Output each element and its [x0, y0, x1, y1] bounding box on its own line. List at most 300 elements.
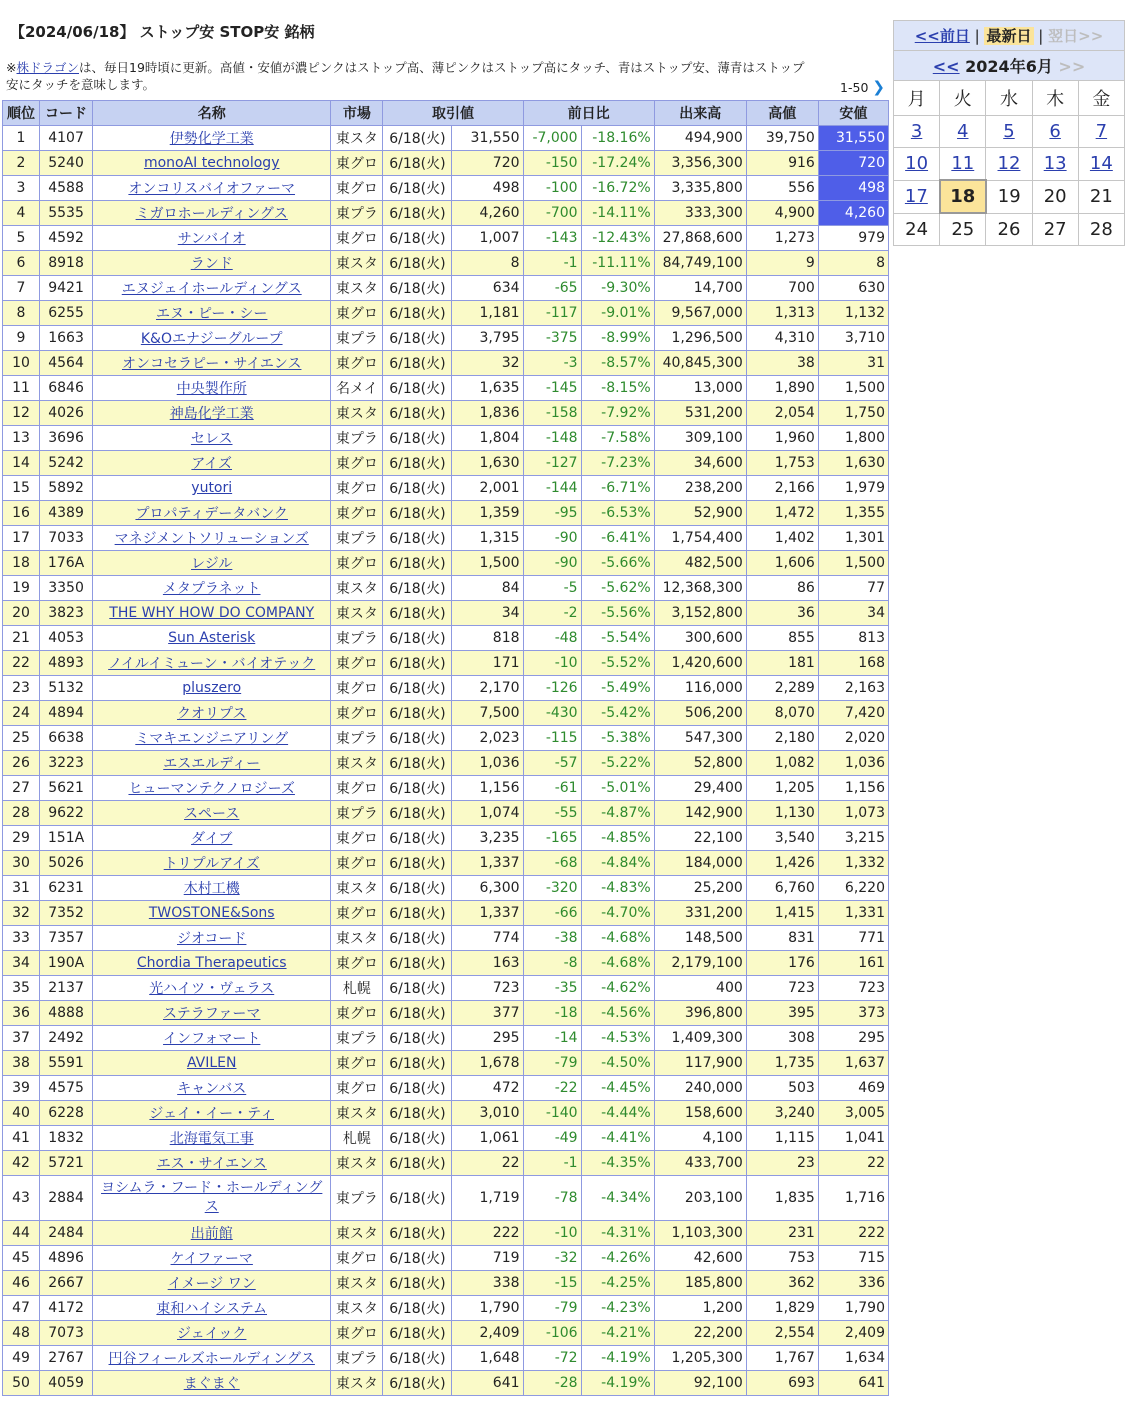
name-cell: [93, 1176, 331, 1221]
calendar-day: 26: [986, 213, 1032, 246]
table-row: [3, 701, 889, 726]
market-cell: 東プラ: [331, 1176, 383, 1221]
stock-name-link[interactable]: インフォマート: [163, 1031, 261, 1047]
rank-cell: 13: [3, 426, 40, 451]
low-cell: 1,132: [818, 301, 888, 326]
low-cell: 1,500: [818, 376, 888, 401]
name-cell: [93, 1221, 331, 1246]
change-pct-cell: -8.15%: [581, 376, 654, 401]
name-cell: [93, 1101, 331, 1126]
market-cell: 札幌: [331, 1126, 383, 1151]
calendar-day-link[interactable]: 10: [905, 153, 929, 175]
price-cell: 3,795: [452, 326, 523, 351]
price-cell: 1,337: [452, 851, 523, 876]
stock-name-link[interactable]: ジェイック: [176, 1326, 247, 1342]
calendar-day: 18: [940, 180, 986, 213]
code-cell: 5535: [40, 201, 93, 226]
market-cell: 東スタ: [331, 1271, 383, 1296]
calendar-day-link[interactable]: 14: [1089, 153, 1113, 175]
change-pct-cell: -4.41%: [581, 1126, 654, 1151]
low-cell: 1,716: [818, 1176, 888, 1221]
table-row: [3, 1026, 889, 1051]
high-cell: 1,960: [746, 426, 818, 451]
stock-name-link[interactable]: クオリプス: [176, 706, 247, 722]
low-cell: 641: [818, 1371, 888, 1396]
rank-cell: 23: [3, 676, 40, 701]
change-pct-cell: -4.23%: [581, 1296, 654, 1321]
calendar-day-link[interactable]: 7: [1095, 121, 1108, 142]
change-pct-cell: -4.84%: [581, 851, 654, 876]
market-cell: 東グロ: [331, 151, 383, 176]
rank-cell: 31: [3, 876, 40, 901]
stock-name-link[interactable]: オンコセラピー・サイエンス: [121, 356, 302, 372]
header-change[interactable]: 前日比: [523, 101, 654, 126]
table-row: [3, 476, 889, 501]
date-cell: 6/18(火): [383, 551, 452, 576]
price-cell: 34: [452, 601, 523, 626]
calendar-day-link[interactable]: 11: [951, 153, 975, 174]
change-cell: -14: [523, 1026, 581, 1051]
stock-name-link[interactable]: レジル: [191, 556, 233, 572]
calendar-day-link[interactable]: 6: [1049, 121, 1061, 142]
rank-cell: 30: [3, 851, 40, 876]
calendar-week: [894, 116, 1125, 148]
next-month-link: >>: [1058, 57, 1086, 76]
date-cell: 6/18(火): [383, 726, 452, 751]
name-cell: [93, 351, 331, 376]
change-cell: -78: [523, 1176, 581, 1221]
code-cell: 4896: [40, 1246, 93, 1271]
price-cell: 1,074: [452, 801, 523, 826]
price-cell: 1,500: [452, 551, 523, 576]
table-row: [3, 751, 889, 776]
header-market[interactable]: 市場: [331, 101, 383, 126]
stock-name-link[interactable]: ジェイ・イー・ティ: [149, 1106, 275, 1122]
stock-name-link[interactable]: K&Oエナジーグループ: [140, 331, 283, 347]
stock-name-link[interactable]: ノイルイミューン・バイオテック: [108, 656, 316, 672]
kabudragon-link[interactable]: 株ドラゴン: [16, 60, 79, 75]
rank-cell: 34: [3, 951, 40, 976]
calendar-day: 24: [894, 213, 940, 246]
rank-cell: 35: [3, 976, 40, 1001]
header-volume[interactable]: 出来高: [654, 101, 746, 126]
low-cell: 1,800: [818, 426, 888, 451]
rank-cell: 17: [3, 526, 40, 551]
rank-cell: 45: [3, 1246, 40, 1271]
stock-name-link[interactable]: サンバイオ: [177, 231, 246, 247]
price-cell: 472: [452, 1076, 523, 1101]
change-pct-cell: -5.56%: [581, 601, 654, 626]
code-cell: 4053: [40, 626, 93, 651]
stock-name-link[interactable]: ミガロホールディングス: [135, 206, 288, 222]
code-cell: 7357: [40, 926, 93, 951]
header-high[interactable]: 高値: [746, 101, 818, 126]
name-cell: [93, 551, 331, 576]
price-cell: 1,836: [452, 401, 523, 426]
table-row: [3, 926, 889, 951]
stock-name-link[interactable]: 伊勢化学工業: [169, 131, 254, 147]
price-cell: 1,790: [452, 1296, 523, 1321]
stock-name-link[interactable]: ヨシムラ・フード・ホールディングス: [101, 1180, 323, 1215]
nav-separator: |: [1038, 27, 1044, 45]
change-cell: -28: [523, 1371, 581, 1396]
market-cell: 東グロ: [331, 851, 383, 876]
calendar: [893, 20, 1125, 246]
volume-cell: 84,749,100: [654, 251, 746, 276]
change-cell: -3: [523, 351, 581, 376]
header-low[interactable]: 安値: [818, 101, 888, 126]
stock-name-link[interactable]: pluszero: [182, 680, 242, 696]
name-cell: [93, 376, 331, 401]
name-cell: [93, 951, 331, 976]
change-pct-cell: -5.42%: [581, 701, 654, 726]
stock-name-link[interactable]: TWOSTONE&Sons: [148, 905, 275, 921]
table-row: [3, 326, 889, 351]
rank-cell: 50: [3, 1371, 40, 1396]
rank-cell: 24: [3, 701, 40, 726]
high-cell: 1,313: [746, 301, 818, 326]
price-cell: 1,036: [452, 751, 523, 776]
table-row: [3, 151, 889, 176]
high-cell: 3,540: [746, 826, 818, 851]
price-cell: 1,678: [452, 1051, 523, 1076]
change-pct-cell: -4.62%: [581, 976, 654, 1001]
latest-day-label: 最新日: [986, 27, 1032, 45]
prev-day-link[interactable]: <<前日: [914, 27, 970, 45]
table-row: [3, 626, 889, 651]
header-code[interactable]: コード: [40, 101, 93, 126]
change-pct-cell: -7.23%: [581, 451, 654, 476]
table-row: [3, 451, 889, 476]
name-cell: [93, 876, 331, 901]
code-cell: 3823: [40, 601, 93, 626]
code-cell: 3696: [40, 426, 93, 451]
rank-cell: 15: [3, 476, 40, 501]
price-cell: 1,359: [452, 501, 523, 526]
market-cell: 東グロ: [331, 476, 383, 501]
rank-cell: 37: [3, 1026, 40, 1051]
code-cell: 6846: [40, 376, 93, 401]
name-cell: [93, 601, 331, 626]
date-cell: 6/18(火): [383, 1051, 452, 1076]
stock-name-link[interactable]: ランド: [190, 256, 233, 272]
volume-cell: 300,600: [654, 626, 746, 651]
change-cell: -1: [523, 251, 581, 276]
date-cell: 6/18(火): [383, 1371, 452, 1396]
stock-name-link[interactable]: 光ハイツ・ヴェラス: [149, 981, 275, 997]
code-cell: 9421: [40, 276, 93, 301]
high-cell: 1,890: [746, 376, 818, 401]
change-cell: -2: [523, 601, 581, 626]
stock-name-link[interactable]: イメージ ワン: [167, 1276, 256, 1292]
stock-name-link[interactable]: キャンバス: [177, 1081, 247, 1097]
calendar-day-link[interactable]: 5: [1003, 121, 1015, 142]
stock-name-link[interactable]: Sun Asterisk: [168, 630, 256, 646]
date-cell: 6/18(火): [383, 1001, 452, 1026]
stock-name-link[interactable]: マネジメントソリューションズ: [114, 531, 309, 547]
stock-name-link[interactable]: エヌ・ピー・シー: [155, 306, 268, 322]
stock-name-link[interactable]: トリプルアイズ: [163, 856, 260, 872]
date-cell: 6/18(火): [383, 451, 452, 476]
date-cell: 6/18(火): [383, 401, 452, 426]
stock-name-link[interactable]: 神島化学工業: [169, 406, 254, 422]
volume-cell: 331,200: [654, 901, 746, 926]
volume-cell: 1,296,500: [654, 326, 746, 351]
high-cell: 1,735: [746, 1051, 818, 1076]
header-name[interactable]: 名称: [93, 101, 331, 126]
stock-name-link[interactable]: ステラファーマ: [162, 1006, 261, 1022]
code-cell: 6231: [40, 876, 93, 901]
stock-name-link[interactable]: ジオコード: [176, 931, 247, 947]
high-cell: 1,205: [746, 776, 818, 801]
calendar-day: [940, 148, 986, 181]
weekday-wed: 水: [986, 81, 1032, 116]
price-cell: 31,550: [452, 126, 523, 151]
calendar-day-link[interactable]: 4: [957, 121, 969, 142]
low-cell: 1,331: [818, 901, 888, 926]
calendar-week: [894, 213, 1125, 246]
change-pct-cell: -7.92%: [581, 401, 654, 426]
market-cell: 東グロ: [331, 1076, 383, 1101]
stock-name-link[interactable]: ダイブ: [191, 831, 233, 847]
rank-cell: 42: [3, 1151, 40, 1176]
market-cell: 東スタ: [331, 601, 383, 626]
name-cell: [93, 926, 331, 951]
stock-name-link[interactable]: セレス: [190, 431, 233, 447]
rank-cell: 16: [3, 501, 40, 526]
market-cell: 東プラ: [331, 526, 383, 551]
volume-cell: 27,868,600: [654, 226, 746, 251]
name-cell: [93, 901, 331, 926]
table-header: [3, 101, 889, 126]
name-cell: [93, 976, 331, 1001]
market-cell: 東プラ: [331, 326, 383, 351]
stock-name-link[interactable]: AVILEN: [186, 1055, 237, 1071]
date-cell: 6/18(火): [383, 626, 452, 651]
change-pct-cell: -4.35%: [581, 1151, 654, 1176]
market-cell: 東グロ: [331, 651, 383, 676]
market-cell: 東グロ: [331, 676, 383, 701]
date-cell: 6/18(火): [383, 226, 452, 251]
stock-name-link[interactable]: 出前館: [190, 1226, 233, 1242]
volume-cell: 482,500: [654, 551, 746, 576]
high-cell: 1,082: [746, 751, 818, 776]
market-cell: 東プラ: [331, 1026, 383, 1051]
stock-name-link[interactable]: 木村工機: [183, 881, 240, 897]
date-cell: 6/18(火): [383, 926, 452, 951]
price-cell: 498: [452, 176, 523, 201]
price-cell: 2,170: [452, 676, 523, 701]
volume-cell: 158,600: [654, 1101, 746, 1126]
code-cell: 6638: [40, 726, 93, 751]
stock-name-link[interactable]: メタプラネット: [162, 581, 261, 597]
change-cell: -148: [523, 426, 581, 451]
change-cell: -90: [523, 526, 581, 551]
weekday-fri: 金: [1078, 81, 1124, 116]
rank-cell: 19: [3, 576, 40, 601]
stock-name-link[interactable]: THE WHY HOW DO COMPANY: [109, 605, 315, 621]
low-cell: 77: [818, 576, 888, 601]
date-cell: 6/18(火): [383, 176, 452, 201]
market-cell: 東プラ: [331, 1346, 383, 1371]
table-row: [3, 376, 889, 401]
high-cell: 1,130: [746, 801, 818, 826]
change-cell: -38: [523, 926, 581, 951]
date-cell: 6/18(火): [383, 801, 452, 826]
change-pct-cell: -6.41%: [581, 526, 654, 551]
weekday-mon: 月: [894, 81, 940, 116]
date-cell: 6/18(火): [383, 976, 452, 1001]
stock-name-link[interactable]: ケイファーマ: [170, 1251, 253, 1267]
name-cell: [93, 326, 331, 351]
stock-name-link[interactable]: 東和ハイシステム: [156, 1301, 268, 1317]
market-cell: 札幌: [331, 976, 383, 1001]
volume-cell: 9,567,000: [654, 301, 746, 326]
volume-cell: 1,200: [654, 1296, 746, 1321]
header-rank[interactable]: 順位: [3, 101, 40, 126]
stock-name-link[interactable]: エヌジェイホールディングス: [121, 281, 302, 297]
high-cell: 4,900: [746, 201, 818, 226]
volume-cell: 238,200: [654, 476, 746, 501]
low-cell: 2,163: [818, 676, 888, 701]
volume-cell: 142,900: [654, 801, 746, 826]
stock-name-link[interactable]: Chordia Therapeutics: [136, 955, 287, 971]
low-cell: 31: [818, 351, 888, 376]
rank-cell: 33: [3, 926, 40, 951]
stock-name-link[interactable]: スペース: [184, 806, 240, 822]
rank-cell: 2: [3, 151, 40, 176]
change-cell: -158: [523, 401, 581, 426]
stock-name-link[interactable]: yutori: [191, 480, 233, 496]
table-row: [3, 426, 889, 451]
code-cell: 2484: [40, 1221, 93, 1246]
table-row: [3, 726, 889, 751]
volume-cell: 1,103,300: [654, 1221, 746, 1246]
change-pct-cell: -17.24%: [581, 151, 654, 176]
change-pct-cell: -4.45%: [581, 1076, 654, 1101]
table-row: [3, 1321, 889, 1346]
name-cell: [93, 1026, 331, 1051]
volume-cell: 433,700: [654, 1151, 746, 1176]
name-cell: [93, 251, 331, 276]
volume-cell: 34,600: [654, 451, 746, 476]
calendar-day-link[interactable]: 3: [910, 121, 923, 142]
next-page-icon[interactable]: ❯: [872, 78, 885, 96]
rank-cell: 47: [3, 1296, 40, 1321]
header-price[interactable]: 取引値: [383, 101, 523, 126]
table-row: [3, 226, 889, 251]
change-pct-cell: -6.53%: [581, 501, 654, 526]
price-cell: 1,804: [452, 426, 523, 451]
date-cell: 6/18(火): [383, 201, 452, 226]
date-cell: 6/18(火): [383, 426, 452, 451]
stock-name-link[interactable]: ヒューマンテクノロジーズ: [128, 781, 295, 797]
code-cell: 5132: [40, 676, 93, 701]
calendar-day-link[interactable]: 17: [904, 186, 928, 207]
change-cell: -115: [523, 726, 581, 751]
market-cell: 東スタ: [331, 926, 383, 951]
change-pct-cell: -14.11%: [581, 201, 654, 226]
market-cell: 名メイ: [331, 376, 383, 401]
code-cell: 4389: [40, 501, 93, 526]
change-pct-cell: -9.01%: [581, 301, 654, 326]
name-cell: [93, 801, 331, 826]
rank-cell: 4: [3, 201, 40, 226]
note-prefix: ※: [6, 60, 17, 75]
stock-name-link[interactable]: 北海電気工事: [169, 1131, 254, 1147]
high-cell: 916: [746, 151, 818, 176]
code-cell: 4888: [40, 1001, 93, 1026]
price-cell: 723: [452, 976, 523, 1001]
low-cell: 2,020: [818, 726, 888, 751]
change-pct-cell: -5.22%: [581, 751, 654, 776]
high-cell: 1,753: [746, 451, 818, 476]
stock-name-link[interactable]: アイズ: [191, 456, 233, 472]
stock-name-link[interactable]: まぐまぐ: [183, 1376, 240, 1392]
change-pct-cell: -4.87%: [581, 801, 654, 826]
volume-cell: 22,100: [654, 826, 746, 851]
low-cell: 723: [818, 976, 888, 1001]
stock-name-link[interactable]: 中央製作所: [176, 381, 247, 397]
stock-name-link[interactable]: エスエルディー: [163, 756, 261, 772]
date-cell: 6/18(火): [383, 1346, 452, 1371]
date-cell: 6/18(火): [383, 1076, 452, 1101]
high-cell: 1,835: [746, 1176, 818, 1221]
low-cell: 720: [818, 151, 888, 176]
volume-cell: 4,100: [654, 1126, 746, 1151]
table-row: [3, 1271, 889, 1296]
date-cell: 6/18(火): [383, 1296, 452, 1321]
market-cell: 東グロ: [331, 1051, 383, 1076]
volume-cell: 52,800: [654, 751, 746, 776]
prev-month-link[interactable]: <<: [932, 57, 960, 76]
name-cell: [93, 1321, 331, 1346]
change-cell: -144: [523, 476, 581, 501]
code-cell: 4107: [40, 126, 93, 151]
price-cell: 634: [452, 276, 523, 301]
calendar-day-link[interactable]: 13: [1043, 153, 1067, 175]
low-cell: 1,500: [818, 551, 888, 576]
stock-name-link[interactable]: エス・サイエンス: [156, 1156, 267, 1172]
change-pct-cell: -4.50%: [581, 1051, 654, 1076]
change-pct-cell: -12.43%: [581, 226, 654, 251]
rank-cell: 43: [3, 1176, 40, 1221]
market-cell: 東グロ: [331, 451, 383, 476]
table-row: [3, 576, 889, 601]
stock-name-link[interactable]: ミマキエンジニアリング: [135, 731, 289, 747]
volume-cell: 12,368,300: [654, 576, 746, 601]
volume-cell: 14,700: [654, 276, 746, 301]
rank-cell: 6: [3, 251, 40, 276]
change-pct-cell: -5.38%: [581, 726, 654, 751]
stock-name-link[interactable]: プロパティデータバンク: [135, 506, 288, 522]
stock-name-link[interactable]: 円谷フィールズホールディングス: [108, 1351, 315, 1367]
low-cell: 161: [818, 951, 888, 976]
calendar-week: [894, 180, 1125, 213]
calendar-day: 19: [986, 180, 1032, 213]
change-cell: -65: [523, 276, 581, 301]
stock-name-link[interactable]: monoAI technology: [143, 155, 280, 171]
name-cell: [93, 751, 331, 776]
stock-name-link[interactable]: オンコリスバイオファーマ: [128, 181, 296, 197]
rank-cell: 41: [3, 1126, 40, 1151]
date-cell: 6/18(火): [383, 126, 452, 151]
rank-cell: 7: [3, 276, 40, 301]
name-cell: [93, 1346, 331, 1371]
date-cell: 6/18(火): [383, 1026, 452, 1051]
change-cell: -35: [523, 976, 581, 1001]
calendar-day-link[interactable]: 12: [997, 153, 1021, 175]
